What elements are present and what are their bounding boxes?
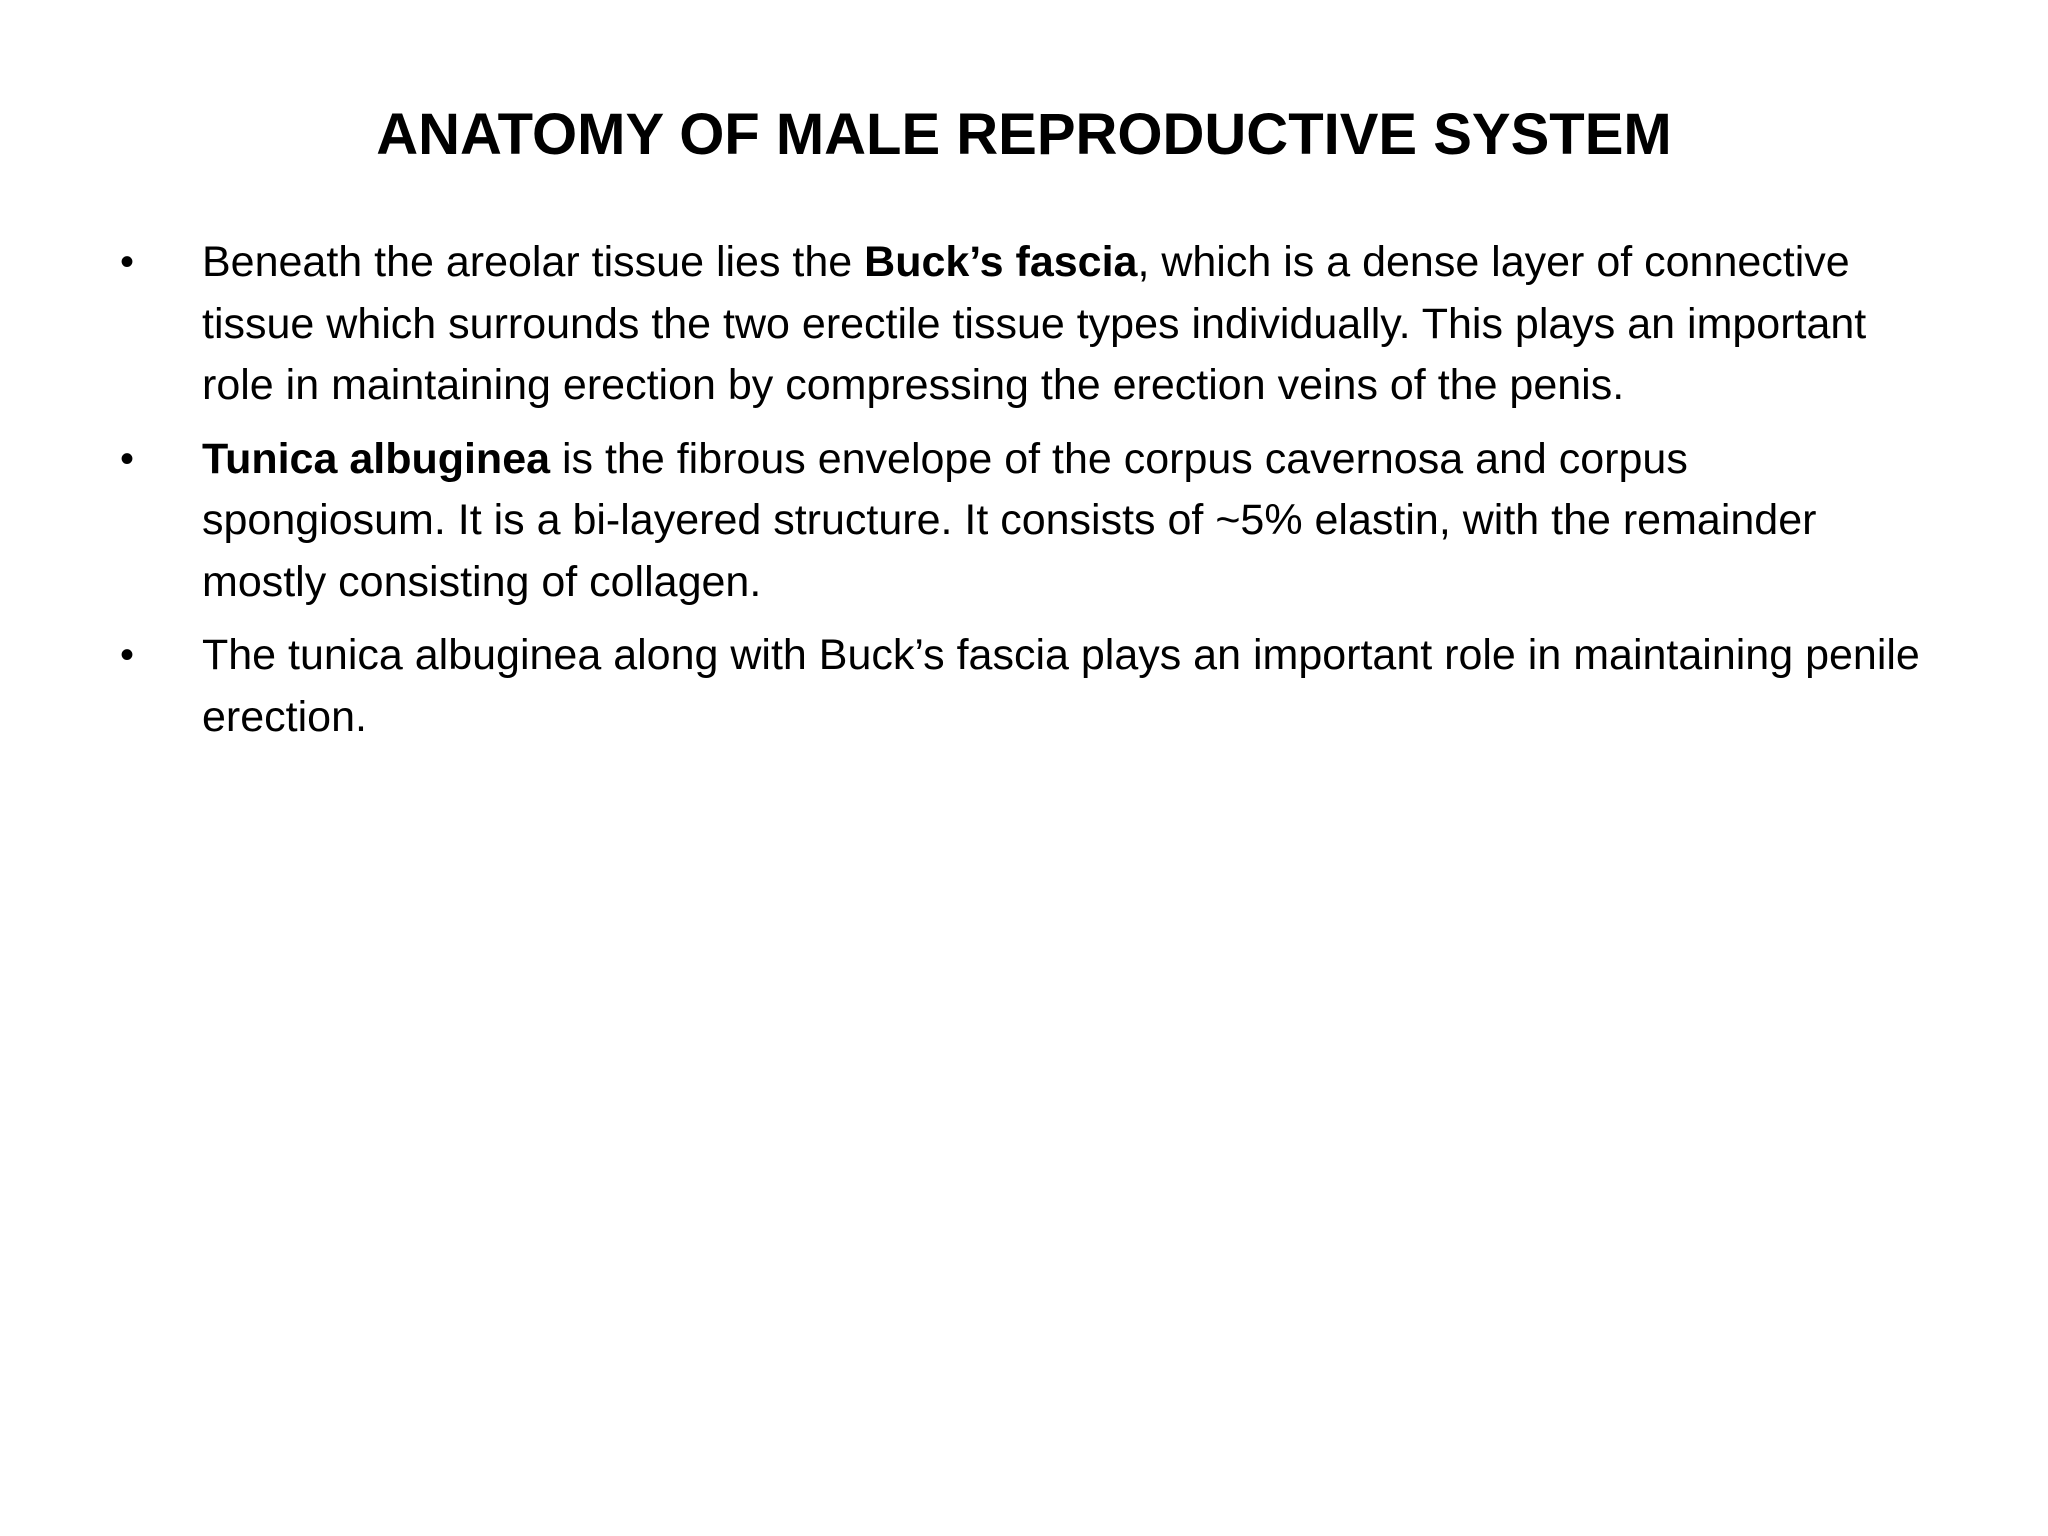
bullet-icon: • (120, 240, 135, 284)
bullet-text-lead: The tunica albuginea along with Buck’s fascia plays an important role in maintaining penile erection. (202, 631, 1920, 741)
bullet-text-rest: is the fibrous envelope of the corpus cavernosa and corpus spongiosum. It is a bi-layered structure. It consists of ~5% elastin, with the remainder mostly consisting of collagen. (202, 434, 1817, 606)
bullet-text-rest: , which is a dense layer of connective tissue which surrounds the two erectile tissue types individually. This plays an important role in maintaining erection by compressing the erection veins of the penis. (202, 238, 1867, 409)
bullet-icon: • (120, 633, 135, 677)
bullet-icon: • (120, 436, 135, 481)
bullet-text-bold: Tunica albuginea (202, 434, 551, 483)
bullet-list (120, 232, 1920, 760)
bullet-item-bucks-fascia (120, 232, 1920, 417)
bullet-text-bold: Buck’s fascia (864, 238, 1138, 286)
slide-title: ANATOMY OF MALE REPRODUCTIVE SYSTEM (376, 102, 1672, 167)
bullet-item-tunica-albuginea (120, 429, 1920, 614)
bullet-text-lead: Beneath the areolar tissue lies the (202, 238, 865, 286)
bullet-item-penile-erection (120, 625, 1920, 748)
